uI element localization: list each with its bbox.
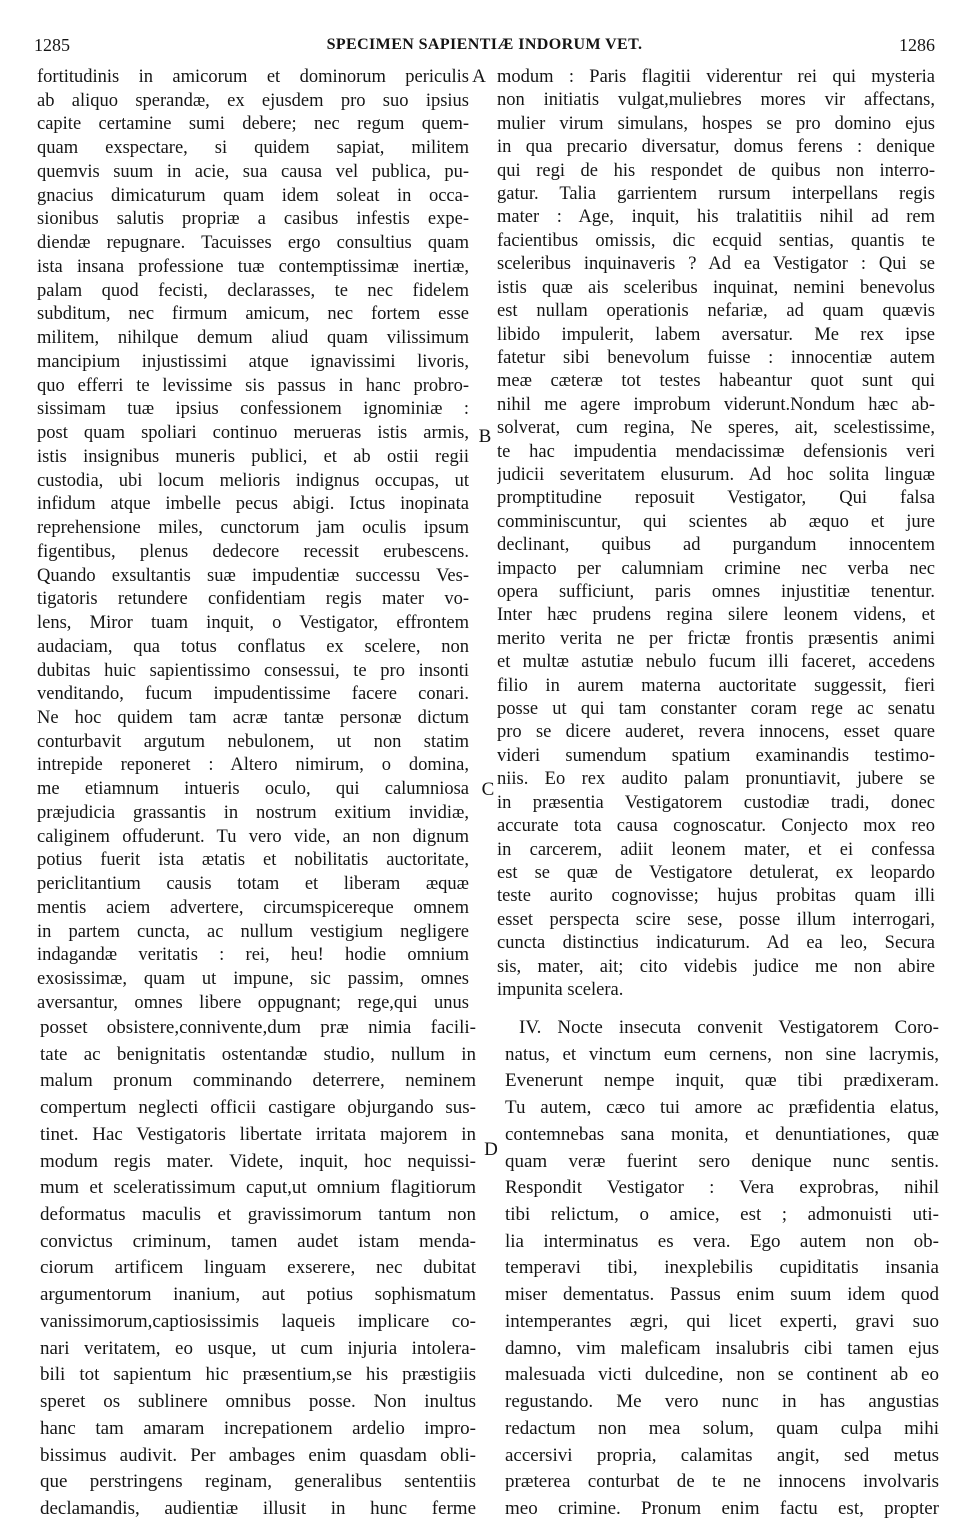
text-line: facientibus omissis, dic ecquid sentias, quantis te [497,231,935,251]
text-line: teste aurito cognovisse; hujus probitas quam illi [497,886,935,906]
text-line: infidum atque imbelle pecus abigi. Ictus inopinata [37,494,469,514]
text-line: tigatoris retundere confidentiam regis mater vo- [37,589,469,609]
text-line: post quam spoliari continuo merueras istis armis, [37,423,469,443]
text-line: custodia, ubi locum melioris indignus occupas, ut [37,471,469,491]
text-line: sceleribus inquinaveris ? Ad ea Vestigator : Qui se [497,254,935,274]
text-line: in carcerem, adiit leonem mater, et ei confessa [497,840,935,860]
text-line: caliginem offuderunt. Tu vero vide, an non dignum [37,827,469,847]
text-line: promptitudine reposuit Vestigator, Qui falsa [497,488,935,508]
text-line: impunita scelera. [497,980,624,1000]
text-line: diendæ repugnare. Tacuisses ergo consultius quam [37,233,469,253]
text-line: in qua precario diversatur, domus ferens : denique [497,137,935,157]
text-line: tate ac benignitatis ostentandæ studio, nullum in [40,1044,476,1065]
text-line: modum : Paris flagitii viderentur rei qui mysteria [497,67,935,87]
text-line: non initiatis vulgat,muliebres mores vir affectans, [497,90,935,110]
text-line: temperavi tibi, inexplebilis cupiditatis insania [505,1257,939,1278]
text-line: nihil me agere improbum viderunt.Nondum hæc ab- [497,395,935,415]
text-line: merito verita ne per frictæ frontis præsentis animi [497,629,935,649]
text-line: in præsentia Vestigatorem custodiæ tradi, donec [497,793,935,813]
text-line: accersivi propria, calamitas angit, sed metus [505,1445,939,1466]
text-line: venditando, fucum impudentissime facere conari. [37,684,469,704]
page-number-right: 1286 [899,35,935,55]
text-line: conturbavit argutum nebulonem, ut non statim [37,732,469,752]
text-line: judicii severitatem elusurum. Ad hoc solita linguæ [497,465,935,485]
text-line: ab aliquo sperandæ, ex ejusdem pro suo ipsius [37,91,469,111]
text-line: militem, nihilque demum aliud quam vilissimum [37,328,469,348]
text-line: libido impulerit, labem aversatur. Me rex ipse [497,325,935,345]
text-line: est nullam operationis nefariæ, ad quam quævis [497,301,935,321]
text-line: nari veritatem, eo usque, ut cum injuria intolera- [40,1338,476,1359]
text-line: fatetur sibi benevolum fuisse : innocentiæ autem [497,348,935,368]
text-line: Ne hoc quidem tam acræ tantæ personæ dictum [37,708,469,728]
text-line: qui regi de his respondet de quibus non interro- [497,161,935,181]
text-line: ciorum artificem linguam exserere, nec dubitat [40,1257,476,1278]
text-line: filio in aurem materna auctoritate suggessit, fieri [497,676,935,696]
text-line: pro se dicere auderet, revera innocens, esset quare [497,722,935,742]
text-line: Quando exsultantis suæ impudentiæ successu Ves- [37,566,469,586]
text-line: potius fuerit ista ætatis et nobilitatis auctoritate, [37,850,469,870]
text-line: lens, Miror tuam inquit, o Vestigator, effrontem [37,613,469,633]
text-line: indagandæ veritatis : rei, heu! hodie omnium [37,945,469,965]
text-line: audaciam, qua totus conflatus ex scelere, non [37,637,469,657]
text-line: compertum neglecti officii castigare objurgando sus- [40,1097,476,1118]
text-line: quam exspectare, si quidem sapiat, militem [37,138,469,158]
text-line: deformatus maculis et gravissimorum tantum non [40,1204,476,1225]
text-line: solverat, cum regina, Ne speres, ait, scelestissime, [497,418,935,438]
text-line: præterea conturbat de te ne innocens involvaris [505,1471,939,1492]
text-line: præjudicia grassantis in nostrum exitium invidiæ, [37,803,469,823]
text-line: sissimam tuæ ipsius confessionem ignominiæ : [37,399,469,419]
text-line: mum et sceleratissimum caput,ut omnium flagitiorum [40,1177,476,1198]
text-line: palam quod fecisti, declarasses, te nec fidelem [37,281,469,301]
text-line: convictus criminum, tamen audet istam menda- [40,1231,476,1252]
text-line: regustando. Me vero nunc in has angustias [505,1391,939,1412]
text-line: mancipium injustissimi atque ignavissimi livoris, [37,352,469,372]
text-line: gatur. Talia garrientem rursum interpellans regis [497,184,935,204]
text-line: sis, mater, ait; cito videbis judice me non abire [497,957,935,977]
text-line: cuncta distinctius indicaturum. Ad ea leo, Secura [497,933,935,953]
text-line: miser dementatus. Passus enim suum idem quod [505,1284,939,1305]
text-line: subditum, nec firmum amicum, nec fortem esse [37,304,469,324]
text-line: in partem cuncta, ac nullum vestigium negligere [37,922,469,942]
text-line: declinant, quibus ad purgandum innocentem [497,535,935,555]
text-line: Evenerunt nempe inquit, quæ tibi prædixeram. [505,1070,939,1091]
margin-letter: C [481,779,495,800]
text-line: damno, vim maleficam insalubris cibi tamen ejus [505,1338,939,1359]
text-line: accurate tota causa cognoscatur. Conjecto mox reo [497,816,935,836]
text-line: est se quæ de Vestigatore detulerat, ex leopardo [497,863,935,883]
text-line: intrepide reponeret : Altero nimirum, o domina, [37,755,469,775]
text-line: mater : Age, inquit, his tralatitiis nihil ad rem [497,207,935,227]
margin-letter: B [478,426,492,447]
text-line: te hac impudentia mendacissimæ defensionis veri [497,442,935,462]
text-line: impacto per calumniam crimine nec verba nec [497,559,935,579]
text-line: fortitudinis in amicorum et dominorum periculis [37,67,469,87]
text-line: quemvis suum in acie, sua causa vel publica, pu- [37,162,469,182]
text-line: intemperantes ægri, qui licet experti, gravi suo [505,1311,939,1332]
text-line: comminiscuntur, qui scientes ab æquo et jure [497,512,935,532]
text-line: mulier virum simulans, hospes se pro domino ejus [497,114,935,134]
text-line: declamandis, audientiæ illusit in hunc ferme [40,1498,476,1519]
text-line: speret os sublinere omnibus posse. Non inultus [40,1391,476,1412]
page-number-left: 1285 [34,35,70,55]
text-line: modum regis mater. Videte, inquit, hoc nequissi- [40,1151,476,1172]
text-line: posse ut qui tam constanter coram rege ac senatu [497,699,935,719]
text-line: malum pronum comminando deterrere, neminem [40,1070,476,1091]
text-line: niis. Eo rex audito palam pronuntiavit, jubere se [497,769,935,789]
text-line: IV. Nocte insecuta convenit Vestigatorem Coro- [519,1017,939,1038]
text-line: ista insana professione tuæ contemptissimæ inertiæ, [37,257,469,277]
text-line: vanissimorum,captiosissimis laqueis implicare co- [40,1311,476,1332]
text-line: capite certamine sumi debere; nec regum quem- [37,114,469,134]
text-line: argumentorum inanium, aut potius sophismatum [40,1284,476,1305]
text-line: sionibus salutis propriæ a casibus infestis expe- [37,209,469,229]
text-line: posset obsistere,connivente,dum præ nimia facili- [40,1017,476,1038]
margin-letter: D [484,1139,498,1160]
text-line: lia interminatus es vera. Ego autem non ob- [505,1231,939,1252]
text-line: figentibus, plenus dedecore recessit erubescens. [37,542,469,562]
text-line: videri sumendum spatium examinandis testimo- [497,746,935,766]
text-line: meæ cæteræ tot testes habeantur quot sunt qui [497,371,935,391]
text-line: meo crimine. Pronum enim factu est, propter [505,1498,939,1519]
text-line: istis insignibus muneris publici, et ab ostii regii [37,447,469,467]
text-line: bili tot sapientum hic præsentium,se his præstigiis [40,1364,476,1385]
text-line: me etiamnum intueris oculo, qui calumniosa [37,779,469,799]
text-line: hanc tam amaram increpationem ardelio impro- [40,1418,476,1439]
text-line: quam veræ fuerint sero denique nunc sentis. [505,1151,939,1172]
text-line: contemnebas sana monita, et denuntiationes, quæ [505,1124,939,1145]
text-line: gnacius dimicaturum quam idem soleat in occa- [37,186,469,206]
text-line: mentis aciem advertere, circumspicereque omnem [37,898,469,918]
text-line: que perstringens reginam, generalibus sententiis [40,1471,476,1492]
text-line: natus, et vinctum eum cernens, non sine lacrymis, [505,1044,939,1065]
margin-letter: A [472,66,486,87]
text-line: periclitantium causis totam et liberam æquæ [37,874,469,894]
text-line: Respondit Vestigator : Vera exprobras, nihil [505,1177,939,1198]
text-line: exosissimæ, quam ut impune, sic passim, omnes [37,969,469,989]
text-line: bissimus audivit. Per ambages enim quasdam obli- [40,1445,476,1466]
text-line: tibi relictum, o amice, est ; admonuisti uti- [505,1204,939,1225]
running-title: SPECIMEN SAPIENTIÆ INDORUM VET. [326,36,643,53]
text-line: redactum non mea solum, quam culpa mihi [505,1418,939,1439]
text-line: malesuada victi dulcedine, non se continent ab eo [505,1364,939,1385]
text-line: aversantur, omnes libere oppugnant; rege,qui unus [37,993,469,1013]
text-line: et multæ astutiæ nebulo fucum illi faceret, accedens [497,652,935,672]
text-line: esset perspecta scire sese, posse illum interrogari, [497,910,935,930]
text-line: reprehensione miles, cunctorum jam oculis ipsum [37,518,469,538]
text-line: dubitas huic sapientissimo consessui, te pro insonti [37,661,469,681]
text-line: istis quæ ais sceleribus inquinat, nemini benevolus [497,278,935,298]
text-line: tinet. Hac Vestigatoris libertate irritata majorem in [40,1124,476,1145]
text-line: Inter hæc prudens regina silere leonem videns, et [497,605,935,625]
text-line: quo efferri te levissime sis passus in hanc probro- [37,376,469,396]
text-line: Tu autem, cæco tui amore ac præfidentia elatus, [505,1097,939,1118]
text-line: opera sufficiunt, paris omnes injustitiæ tenentur. [497,582,935,602]
